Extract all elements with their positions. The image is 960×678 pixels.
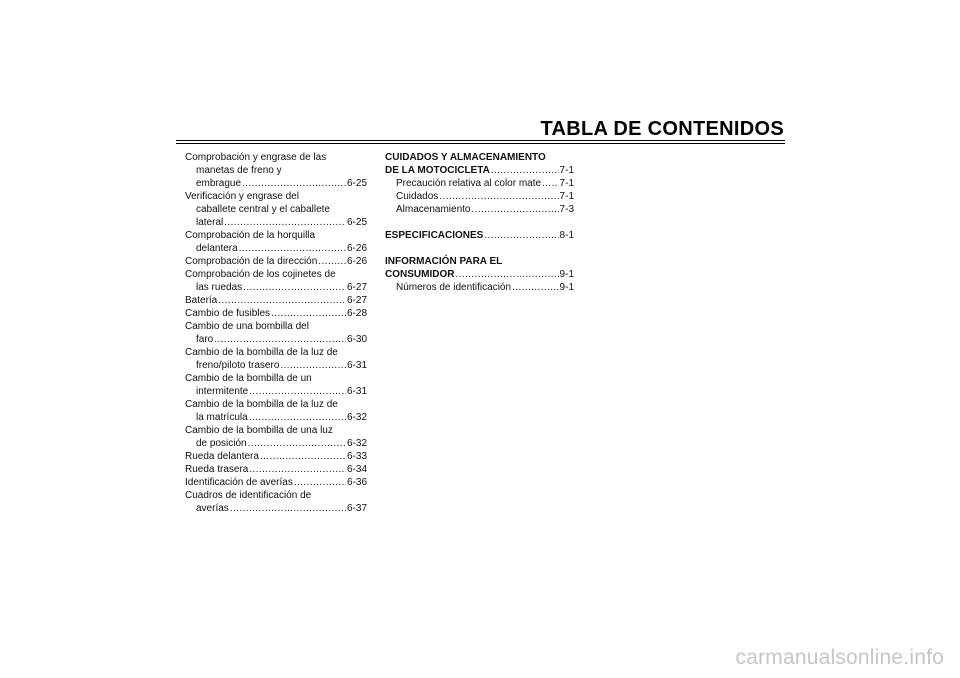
toc-line <box>185 463 367 476</box>
watermark: carmanualsonline.info <box>735 646 944 669</box>
toc-page-number: 6-26 <box>346 243 367 254</box>
toc-entry[interactable] <box>185 398 367 424</box>
toc-entry-label: Comprobación de la horquilla <box>185 230 316 241</box>
toc-entry[interactable] <box>185 424 367 450</box>
dot-leader <box>260 450 346 463</box>
toc-page-number: 6-36 <box>346 477 367 488</box>
toc-entry[interactable] <box>185 255 367 268</box>
title-rule-lower <box>176 143 785 144</box>
toc-entry-label: lateral <box>196 217 224 228</box>
toc-entry-label: manetas de freno y <box>196 165 282 176</box>
toc-line <box>385 203 574 216</box>
toc-line <box>185 450 367 463</box>
toc-page-number: 6-31 <box>346 360 367 371</box>
toc-entry-label: Cambio de la bombilla de una luz <box>185 425 333 436</box>
dot-leader <box>214 333 346 346</box>
toc-line <box>185 164 367 177</box>
dot-leader <box>224 216 346 229</box>
toc-line <box>385 177 574 190</box>
toc-entry-label: de posición <box>196 438 247 449</box>
toc-entry[interactable] <box>185 190 367 229</box>
toc-entry-label: Batería <box>185 295 218 306</box>
dot-leader <box>512 281 558 294</box>
toc-line <box>385 151 574 164</box>
toc-section-heading[interactable] <box>385 255 574 281</box>
toc-entry-label: Comprobación de los cojinetes de <box>185 269 336 280</box>
toc-line <box>185 372 367 385</box>
toc-entry[interactable] <box>185 320 367 346</box>
toc-entry-label: Cuidados <box>396 191 439 202</box>
dot-leader <box>542 177 558 190</box>
toc-line <box>185 489 367 502</box>
toc-line <box>185 255 367 268</box>
toc-entry-label: intermitente <box>196 386 249 397</box>
toc-line <box>185 333 367 346</box>
toc-page-number: 6-28 <box>346 308 367 319</box>
toc-page-number: 7-1 <box>559 191 574 202</box>
dot-leader <box>230 502 346 515</box>
toc-entry-label: Precaución relativa al color mate <box>396 178 542 189</box>
toc-entry[interactable] <box>185 294 367 307</box>
dot-leader <box>218 294 346 307</box>
toc-section <box>385 255 574 294</box>
toc-entry-label: freno/piloto trasero <box>196 360 280 371</box>
toc-entry-label: Rueda trasera <box>185 464 249 475</box>
toc-entry[interactable] <box>185 268 367 294</box>
toc-entry-label: caballete central y el caballete <box>196 204 330 215</box>
toc-section-title: ESPECIFICACIONES <box>385 230 484 241</box>
toc-page-number: 7-1 <box>559 165 574 176</box>
toc-entry[interactable] <box>385 177 574 190</box>
toc-line <box>385 281 574 294</box>
dot-leader <box>249 463 346 476</box>
toc-section-heading[interactable] <box>385 151 574 177</box>
toc-line <box>385 255 574 268</box>
toc-entry-label: Cambio de la bombilla de un <box>185 373 312 384</box>
toc-line <box>385 164 574 177</box>
page-title: TABLA DE CONTENIDOS <box>540 118 784 140</box>
dot-leader <box>484 229 558 242</box>
toc-page-number: 6-34 <box>346 464 367 475</box>
toc-section <box>385 229 574 242</box>
toc-section-title: INFORMACIÓN PARA EL <box>385 256 503 267</box>
toc-line <box>185 476 367 489</box>
toc-section-title: CUIDADOS Y ALMACENAMIENTO <box>385 152 546 163</box>
toc-page-number: 6-30 <box>346 334 367 345</box>
toc-line <box>185 385 367 398</box>
dot-leader <box>318 255 346 268</box>
toc-line <box>185 502 367 515</box>
dot-leader <box>491 164 559 177</box>
toc-line <box>185 346 367 359</box>
toc-entry[interactable] <box>185 372 367 398</box>
toc-line <box>185 437 367 450</box>
toc-line <box>185 229 367 242</box>
toc-entry[interactable] <box>185 476 367 489</box>
toc-entry-label: Rueda delantera <box>185 451 259 462</box>
toc-entry-label: Cambio de fusibles <box>185 308 271 319</box>
toc-line <box>185 359 367 372</box>
toc-entry-label: Almacenamiento <box>396 204 471 215</box>
dot-leader <box>471 203 558 216</box>
toc-line <box>185 177 367 190</box>
toc-entry[interactable] <box>185 307 367 320</box>
toc-line <box>185 216 367 229</box>
toc-page-number: 6-32 <box>346 438 367 449</box>
toc-entry-label: Identificación de averías <box>185 477 293 488</box>
toc-entry-label: averías <box>196 503 229 514</box>
toc-page-number: 6-27 <box>346 282 367 293</box>
toc-page-number: 7-1 <box>559 178 574 189</box>
title-rule-upper <box>176 140 785 141</box>
toc-entry-label: embrague <box>196 178 242 189</box>
toc-line <box>185 203 367 216</box>
toc-section-heading[interactable] <box>385 229 574 242</box>
dot-leader <box>439 190 558 203</box>
toc-page-number: 8-1 <box>559 230 574 241</box>
toc-page-number: 9-1 <box>559 282 574 293</box>
toc-section-title: DE LA MOTOCICLETA <box>385 165 490 176</box>
dot-leader <box>271 307 346 320</box>
dot-leader <box>249 411 346 424</box>
toc-page-number: 6-31 <box>346 386 367 397</box>
toc-entry-label: Cambio de la bombilla de la luz de <box>185 399 338 410</box>
dot-leader <box>294 476 346 489</box>
dot-leader <box>280 359 346 372</box>
dot-leader <box>249 385 346 398</box>
toc-section <box>385 151 574 216</box>
toc-line <box>185 307 367 320</box>
toc-line <box>385 229 574 242</box>
toc-entry[interactable] <box>185 346 367 372</box>
toc-right-column <box>385 151 574 294</box>
toc-entry-label: las ruedas <box>196 282 243 293</box>
toc-line <box>185 151 367 164</box>
toc-line <box>385 190 574 203</box>
toc-page-number: 6-37 <box>346 503 367 514</box>
toc-line <box>185 281 367 294</box>
toc-page-number: 9-1 <box>559 269 574 280</box>
toc-entry-label: Cuadros de identificación de <box>185 490 312 501</box>
toc-entry-label: delantera <box>196 243 238 254</box>
toc-page-number: 6-33 <box>346 451 367 462</box>
toc-page-number: 6-25 <box>346 217 367 228</box>
toc-entry-label: Verificación y engrase del <box>185 191 299 202</box>
toc-left-column <box>185 151 367 515</box>
toc-entry-label: faro <box>196 334 214 345</box>
toc-line <box>185 242 367 255</box>
toc-line <box>385 268 574 281</box>
toc-line <box>185 190 367 203</box>
toc-section-title: CONSUMIDOR <box>385 269 455 280</box>
toc-page-number: 6-26 <box>346 256 367 267</box>
toc-page-number: 6-25 <box>346 178 367 189</box>
toc-entry[interactable] <box>385 203 574 216</box>
toc-page-number: 6-32 <box>346 412 367 423</box>
toc-line <box>185 268 367 281</box>
toc-entry-label: Comprobación de la dirección <box>185 256 318 267</box>
dot-leader <box>239 242 346 255</box>
toc-entry[interactable] <box>185 151 367 190</box>
toc-line <box>185 398 367 411</box>
toc-entry[interactable] <box>185 489 367 515</box>
toc-entry-label: la matrícula <box>196 412 248 423</box>
toc-entry-label: Cambio de una bombilla del <box>185 321 309 332</box>
toc-line <box>185 294 367 307</box>
toc-entry-label: Números de identificación <box>396 282 512 293</box>
toc-page-number: 6-27 <box>346 295 367 306</box>
toc-entry[interactable] <box>385 190 574 203</box>
toc-entry-label: Cambio de la bombilla de la luz de <box>185 347 338 358</box>
toc-entry[interactable] <box>385 281 574 294</box>
toc-line <box>185 411 367 424</box>
toc-page-number: 7-3 <box>559 204 574 215</box>
dot-leader <box>242 177 346 190</box>
toc-line <box>185 424 367 437</box>
dot-leader <box>248 437 346 450</box>
toc-entry[interactable] <box>185 450 367 463</box>
toc-entry-label: Comprobación y engrase de las <box>185 152 327 163</box>
toc-line <box>185 320 367 333</box>
dot-leader <box>455 268 558 281</box>
dot-leader <box>243 281 346 294</box>
toc-entry[interactable] <box>185 229 367 255</box>
toc-entry[interactable] <box>185 463 367 476</box>
